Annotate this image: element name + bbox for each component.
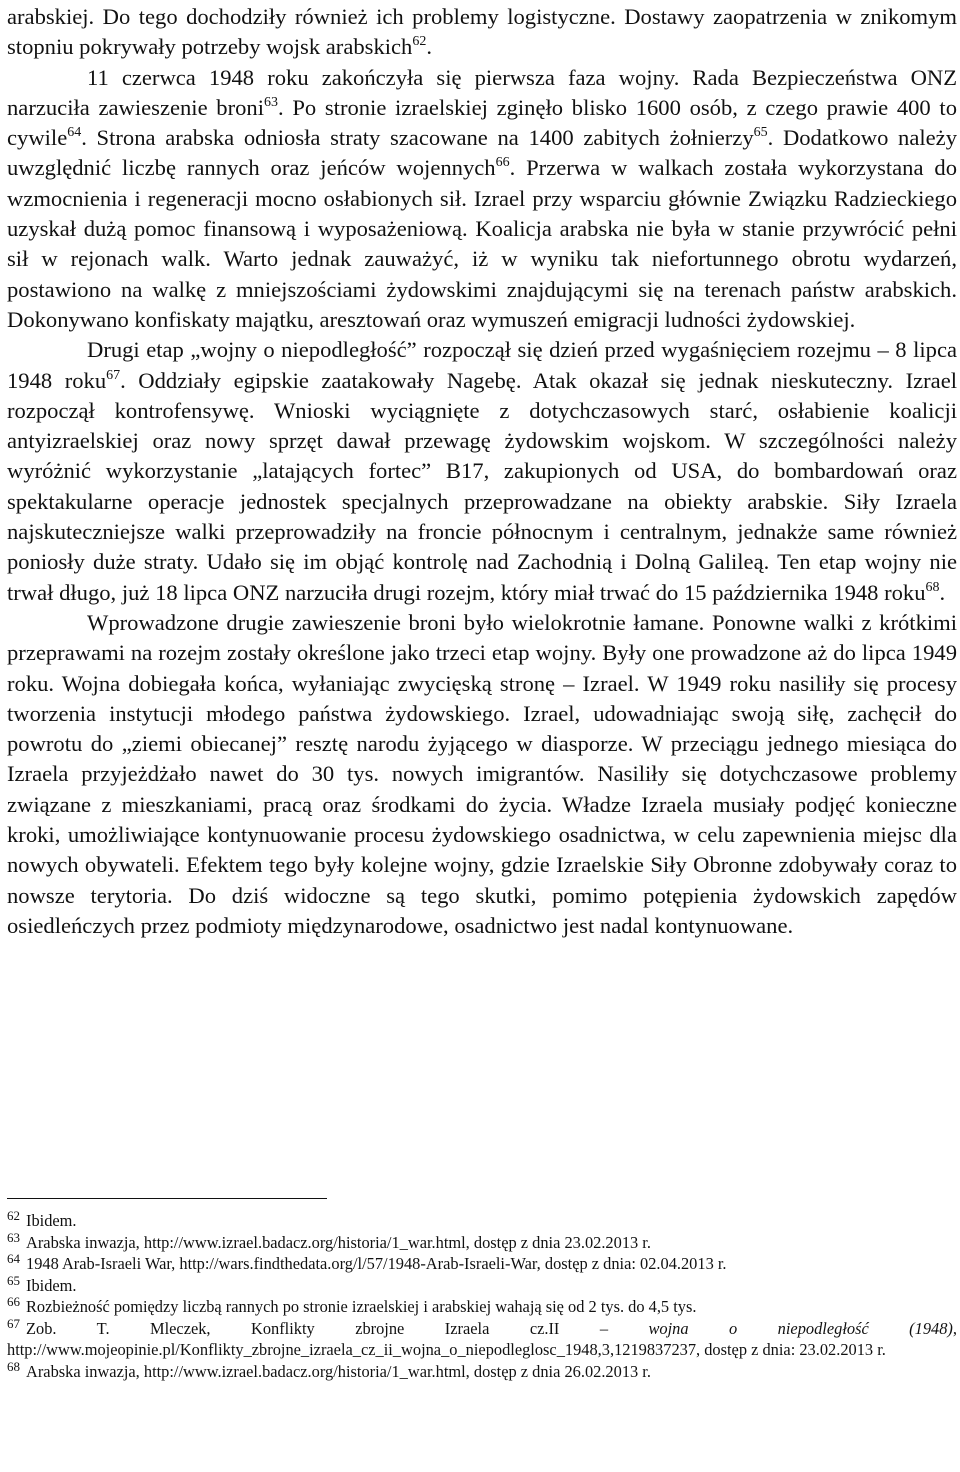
footnote-number: 63 xyxy=(7,1229,20,1245)
footnote-text[interactable]: Arabska inwazja, http://www.izrael.badacz.org/historia/1_war.html, dostęp z dnia 26.02.2013 r. xyxy=(26,1361,651,1381)
footnote-text[interactable]: Arabska inwazja, http://www.izrael.badacz.org/historia/1_war.html, dostęp z dnia 23.02.2013 r. xyxy=(26,1232,651,1252)
footnote-ref-65[interactable]: 65 xyxy=(753,125,768,141)
footnote-number: 68 xyxy=(7,1358,20,1374)
footnote-67 xyxy=(7,1315,957,1361)
text-segment: . Oddziały egipskie zaatakowały Nagebę. Atak okazał się jednak nieskuteczny. Izrael rozpoczął kontrofensywę. Wnioski wyciągnięte z dotychczasowych starć, osłabienie koalicji antyizraelskiej oraz nowy sprzęt dawał przewagę żydowskim wojskom. W szczególności należy wyróżnić wykorzystanie „latających fortec” B17, zakupionych od USA, do bombardowań oraz spektakularne operacje jednostek specjalnych przeprowadzane na obiekty arabskie. Siły Izraela najskuteczniejsze walki przeprowadziły na froncie północnym i centralnym, jednakże same również poniosły duże straty. Udało się im objąć kontrolę nad Zachodnią i Dolną Galileą. Ten etap wojny nie trwał długo, już 18 lipca ONZ narzuciła drugi rozejm, który miał trwać do 15 października 1948 roku xyxy=(7,367,957,605)
footnote-ref-66[interactable]: 66 xyxy=(495,155,510,171)
footnote-ref-67[interactable]: 67 xyxy=(106,367,121,383)
footnote-separator xyxy=(7,1198,327,1199)
footnote-64 xyxy=(7,1253,957,1275)
footnote-number: 65 xyxy=(7,1272,20,1288)
footnote-number: 66 xyxy=(7,1294,20,1309)
footnotes xyxy=(7,1210,957,1382)
text-segment: arabskiej. Do tego dochodziły również ich problemy logistyczne. Dostawy zaopatrzenia w znikomym stopniu pokrywały potrzeby wojsk arabskich xyxy=(7,4,957,60)
footnote-text[interactable]: 1948 Arab-Israeli War, http://wars.findthedata.org/l/57/1948-Arab-Israeli-War, dostęp z dnia: 02.04.2013 r. xyxy=(26,1254,727,1273)
footnote-text: Ibidem. xyxy=(26,1275,77,1295)
footnote-text[interactable]: , http://www.mojeopinie.pl/Konflikty_zbrojne_izraela_cz_ii_wojna_o_niepodleglosc_1948,3,1219837237, dostęp z dnia: 23.02.2013 r. xyxy=(7,1318,957,1359)
footnote-text: Zob. T. Mleczek, Konflikty zbrojne Izraela cz.II – xyxy=(26,1318,649,1338)
footnote-ref-68[interactable]: 68 xyxy=(925,579,940,595)
paragraph-3 xyxy=(7,608,957,941)
text-segment: 11 czerwca 1948 roku zakończyła się pierwsza faza wojny. Rada Bezpieczeństwa ONZ narzuciła zawieszenie broni xyxy=(7,64,957,120)
text-segment: . Dodatkowo należy uwzględnić liczbę rannych oraz jeńców wojennych xyxy=(7,125,957,181)
footnote-ref-64[interactable]: 64 xyxy=(67,125,82,141)
footnote-text: Rozbieżność pomiędzy liczbą rannych po stronie izraelskiej i arabskiej wahają się od 2 tys. do 4,5 tys. xyxy=(26,1297,697,1316)
footnote-66 xyxy=(7,1296,957,1318)
paragraph-2 xyxy=(7,335,957,608)
footnote-ref-63[interactable]: 63 xyxy=(263,94,278,110)
paragraph-1 xyxy=(7,63,957,336)
footnote-65 xyxy=(7,1272,957,1297)
paragraph-0 xyxy=(7,2,957,63)
text-segment: . xyxy=(939,579,946,605)
footnote-63 xyxy=(7,1229,957,1254)
text-segment: Wprowadzone drugie zawieszenie broni było wielokrotnie łamane. Ponowne walki z krótkimi przeprawami na rozejm zostały określone jako trzeci etap wojny. Były one prowadzone aż do lipca 1949 roku. Wojna dobiegała końca, wyłaniając zwycięską stronę – Izrael. W 1949 roku nasiliły się procesy tworzenia instytucji młodego państwa żydowskiego. Izrael, udowadniając swoją siłę, zachęcił do powrotu do „ziemi obiecanej” resztę narodu żyjącego w diasporze. W przeciągu jednego miesiąca do Izraela przyjeżdżało nawet do 30 tys. nowych imigrantów. Nasiliły się dotychczasowe problemy związane z mieszkaniami, pracą oraz środkami do życia. Władze Izraela musiały podjęć konieczne kroki, umożliwiające kontynuowanie procesu żydowskiego osadnictwa, w celu zapewnienia miejsc dla nowych obywateli. Efektem tego były kolejne wojny, gdzie Izraelskie Siły Obronne zdobywały coraz to nowsze terytoria. Do dziś widoczne są tego skutki, pomimo potępienia żydowskich zapędów osiedleńczych przez podmioty międzynarodowe, osadnictwo jest nadal kontynuowane. xyxy=(7,609,957,938)
footnote-62 xyxy=(7,1210,957,1232)
footnote-text: Ibidem. xyxy=(26,1211,77,1230)
text-segment: . Strona arabska odniosła straty szacowane na 1400 zabitych żołnierzy xyxy=(81,125,754,151)
text-segment: . Po stronie izraelskiej zginęło blisko 1600 osób, z czego prawie 400 to cywile xyxy=(7,94,957,151)
footnote-68 xyxy=(7,1358,957,1383)
text-segment: . xyxy=(426,34,433,60)
text-segment: . Przerwa w walkach została wykorzystana do wzmocnienia i regeneracji mocno osłabionych sił. Izrael przy wsparciu głównie Związku Radzieckiego uzyskał dużą pomoc finansową i wyposażeniową. Koalicja arabska nie była w stanie przywrócić pełni sił w rejonach walk. Warto jednak zauważyć, iż w wyniku tak niefortunnego obrotu wydarzeń, postawiono na walkę z mniejszościami żydowskimi znajdującymi się na terenach państw arabskich. Dokonywano konfiskaty majątku, aresztowań oraz wymuszeń emigracji ludności żydowskiej. xyxy=(7,155,957,332)
footnote-italic-title: wojna o niepodległość (1948) xyxy=(648,1318,953,1338)
footnote-number: 64 xyxy=(7,1251,20,1266)
footnote-number: 67 xyxy=(7,1315,20,1331)
footnote-number: 62 xyxy=(7,1208,20,1223)
text-segment: Drugi etap „wojny o niepodległość” rozpoczął się dzień przed wygaśnięciem rozejmu – 8 lipca 1948 roku xyxy=(7,337,957,393)
footnote-ref-62[interactable]: 62 xyxy=(412,34,427,50)
body-text xyxy=(7,2,957,941)
